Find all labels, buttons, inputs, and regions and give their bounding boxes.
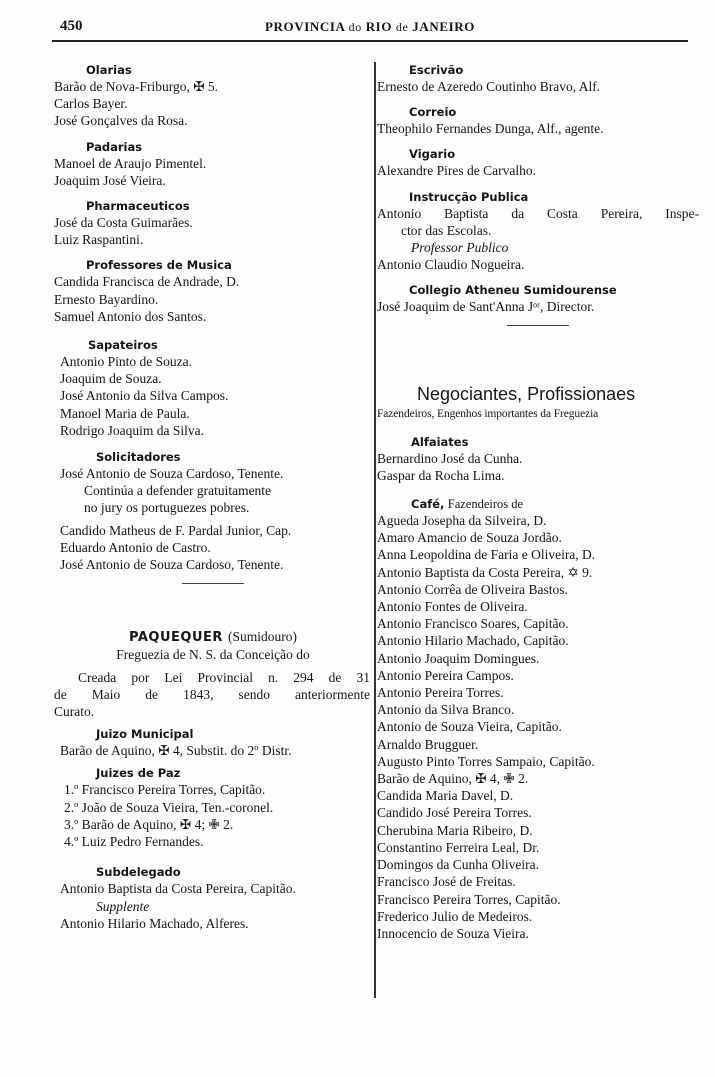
- supplente-label: Supplente: [96, 898, 150, 914]
- list-item: Frederico Julio de Medeiros.: [377, 908, 533, 924]
- list-item: Candido José Pereira Torres.: [377, 805, 532, 821]
- sapateiros-heading: Sapateiros: [88, 338, 158, 353]
- correio-heading: Correio: [409, 105, 457, 120]
- left-column: [54, 62, 372, 932]
- list-item: Anna Leopoldina de Faria e Oliveira, D.: [377, 547, 596, 563]
- right-column: [377, 62, 699, 942]
- list-item: Domingos da Cunha Oliveira.: [377, 857, 539, 873]
- list-item: Antonio Baptista da Costa Pereira, ✡ 9.: [377, 564, 593, 580]
- list-item: José Gonçalves da Rosa.: [54, 113, 188, 129]
- list-item: Ernesto Bayardino.: [54, 291, 159, 307]
- creada-line: Curato.: [54, 704, 95, 720]
- list-item: José Antonio de Souza Cardoso, Tenente.: [60, 466, 284, 482]
- list-item: Antonio Hilario Machado, Capitão.: [377, 633, 569, 649]
- list-item: 1.º Francisco Pereira Torres, Capitão.: [64, 782, 266, 798]
- header-rule: [52, 40, 688, 42]
- list-item: Antonio Pereira Campos.: [377, 667, 514, 683]
- list-item: Antonio Baptista da Costa Pereira, Inspe-: [377, 205, 699, 221]
- list-item: Samuel Antonio dos Santos.: [54, 308, 207, 324]
- list-item: Antonio Corrêa de Oliveira Bastos.: [377, 581, 568, 597]
- list-item: Antonio Francisco Soares, Capitão.: [377, 616, 569, 632]
- list-item-continuation: no jury os portuguezes pobres.: [84, 500, 250, 516]
- separator: [182, 583, 244, 584]
- list-item: Candido Matheus de F. Pardal Junior, Cap.: [60, 522, 292, 538]
- juizes-heading: Juizes de Paz: [96, 766, 181, 781]
- list-item: Bernardino José da Cunha.: [377, 450, 523, 466]
- list-item: Eduardo Antonio de Castro.: [60, 539, 211, 555]
- cafe-heading: Café, Fazendeiros de: [411, 497, 524, 512]
- solicitadores-heading: Solicitadores: [96, 450, 181, 465]
- negociantes-subtitle: Fazendeiros, Engenhos importantes da Freguezia: [377, 407, 599, 420]
- list-item: Candida Francisca de Andrade, D.: [54, 274, 240, 290]
- list-item: Barão de Aquino, ✠ 4, ✙ 2.: [377, 771, 529, 787]
- list-item: José da Costa Guimarães.: [54, 215, 193, 231]
- page-number: 450: [60, 18, 83, 34]
- list-item: Manoel Maria de Paula.: [60, 405, 190, 421]
- list-item: 4.º Luiz Pedro Fernandes.: [64, 834, 204, 850]
- list-item: Antonio Pereira Torres.: [377, 685, 504, 701]
- list-item: Antonio Hilario Machado, Alferes.: [60, 915, 249, 931]
- list-item: Antonio Baptista da Costa Pereira, Capitão.: [60, 881, 296, 897]
- list-item: Manoel de Araujo Pimentel.: [54, 155, 207, 171]
- list-item: Ernesto de Azeredo Coutinho Bravo, Alf.: [377, 79, 601, 94]
- list-item: Alexandre Pires de Carvalho.: [377, 163, 536, 179]
- list-item: Theophilo Fernandes Dunga, Alf., agente.: [377, 121, 604, 137]
- list-item: Barão de Aquino, ✠ 4, Substit. do 2º Distr.: [60, 743, 292, 759]
- padarias-heading: Padarias: [86, 139, 143, 154]
- list-item: Francisco José de Freitas.: [377, 874, 516, 890]
- professor-label: Professor Publico: [411, 240, 509, 256]
- list-item: José Antonio da Silva Campos.: [60, 388, 229, 404]
- paquequer-title: PAQUEQUER (Sumidouro): [129, 629, 297, 646]
- list-item: Antonio Claudio Nogueira.: [377, 257, 525, 273]
- running-title: PROVINCIA do RIO de JANEIRO: [264, 19, 476, 34]
- list-item: Agueda Josepha da Silveira, D.: [377, 513, 547, 529]
- freguezia-line: Freguezia de N. S. da Conceição do: [116, 647, 310, 663]
- escrivao-heading: Escrivão: [409, 63, 464, 77]
- list-item: Rodrigo Joaquim da Silva.: [60, 422, 204, 438]
- list-item: Augusto Pinto Torres Sampaio, Capitão.: [377, 753, 595, 769]
- subdelegado-heading: Subdelegado: [96, 865, 181, 880]
- list-item-continuation: ctor das Escolas.: [401, 222, 492, 238]
- list-item: Innocencio de Souza Vieira.: [377, 925, 529, 941]
- creada-line: de Maio de 1843, sendo anteriormente: [54, 686, 370, 702]
- list-item: Gaspar da Rocha Lima.: [377, 467, 505, 483]
- list-item: Carlos Bayer.: [54, 96, 128, 112]
- page-header: [52, 16, 688, 38]
- list-item: Antonio da Silva Branco.: [377, 702, 515, 718]
- collegio-heading: Collegio Atheneu Sumidourense: [409, 283, 617, 298]
- list-item: Amaro Amancio de Souza Jordão.: [377, 530, 562, 546]
- olarias-heading: Olarias: [86, 63, 132, 77]
- instruccao-heading: Instrucção Publica: [409, 189, 529, 204]
- list-item: Joaquim de Souza.: [60, 371, 162, 387]
- list-item: 2.º João de Souza Vieira, Ten.-coronel.: [64, 799, 274, 815]
- negociantes-title: Negociantes, Profissionaes: [417, 383, 636, 404]
- column-divider: [374, 62, 376, 998]
- pharmaceuticos-heading: Pharmaceuticos: [86, 199, 190, 214]
- list-item-continuation: Continúa a defender gratuitamente: [84, 483, 272, 499]
- list-item: Candida Maria Davel, D.: [377, 788, 514, 804]
- list-item: Barão de Nova-Friburgo, ✠ 5.: [54, 79, 219, 94]
- vigario-heading: Vigario: [409, 147, 456, 162]
- musica-heading: Professores de Musica: [86, 258, 232, 273]
- list-item: Antonio de Souza Vieira, Capitão.: [377, 719, 562, 735]
- separator: [507, 325, 569, 326]
- list-item: Antonio Joaquim Domingues.: [377, 650, 540, 666]
- list-item: Joaquim José Vieira.: [54, 172, 166, 188]
- list-item: Luiz Raspantini.: [54, 232, 144, 248]
- list-item: José Joaquim de Sant'Anna Jᵒʳ, Director.: [377, 299, 595, 315]
- list-item: Antonio Fontes de Oliveira.: [377, 599, 528, 615]
- list-item: 3.º Barão de Aquino, ✠ 4; ✙ 2.: [64, 816, 234, 832]
- creada-line: Creada por Lei Provincial n. 294 de 31: [78, 669, 370, 685]
- list-item: Constantino Ferreira Leal, Dr.: [377, 839, 540, 855]
- list-item: Arnaldo Brugguer.: [377, 736, 479, 752]
- list-item: Antonio Pinto de Souza.: [60, 354, 192, 370]
- list-item: José Antonio de Souza Cardoso, Tenente.: [60, 557, 284, 573]
- list-item: Francisco Pereira Torres, Capitão.: [377, 891, 561, 907]
- juizo-heading: Juizo Municipal: [96, 727, 194, 742]
- alfaiates-heading: Alfaiates: [411, 434, 469, 449]
- list-item: Cherubina Maria Ribeiro, D.: [377, 822, 533, 838]
